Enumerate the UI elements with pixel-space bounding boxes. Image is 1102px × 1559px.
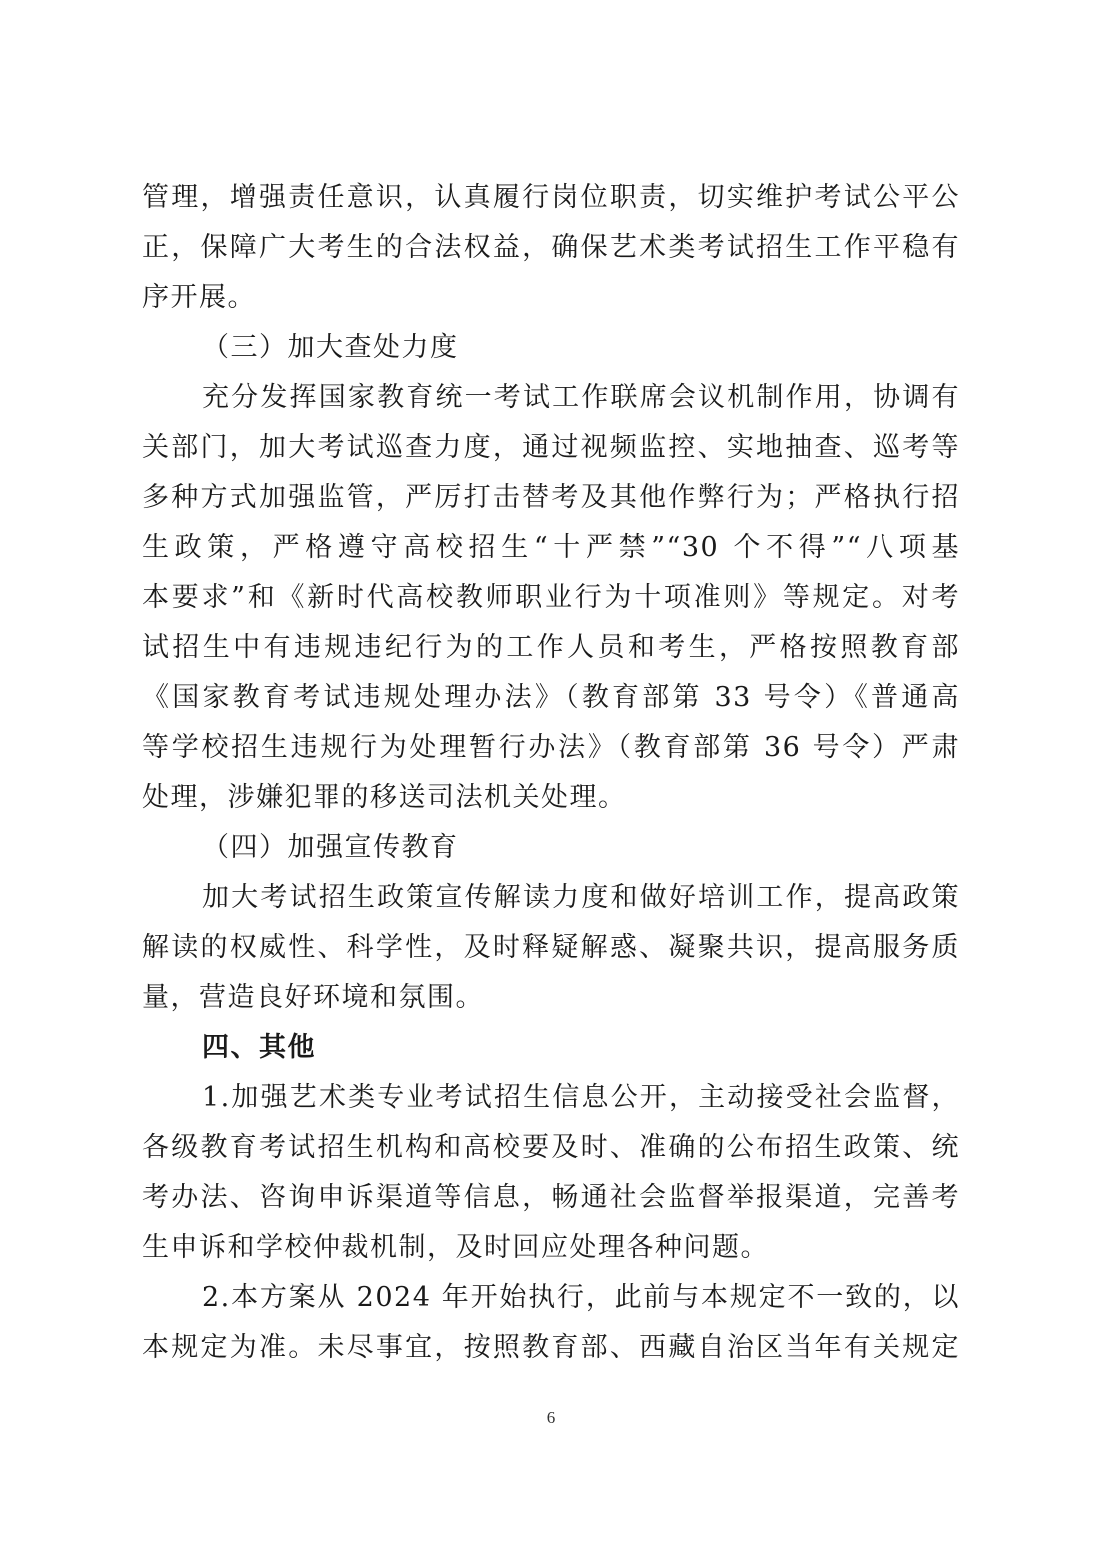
section-subheading: （四）加强宣传教育: [202, 832, 459, 863]
body-text-line: 1.加强艺术类专业考试招生信息公开，主动接受社会监督，: [202, 1082, 960, 1113]
body-text-line: 解读的权威性、科学性，及时释疑解惑、凝聚共识，提高服务质: [142, 932, 960, 963]
body-text-line: 试招生中有违规违纪行为的工作人员和考生，严格按照教育部: [142, 632, 960, 663]
body-text-line: 本要求”和《新时代高校教师职业行为十项准则》等规定。对考: [142, 582, 960, 613]
body-text-line: 生政策，严格遵守高校招生“十严禁”“30 个不得”“八项基: [142, 532, 960, 563]
body-text-line: 管理，增强责任意识，认真履行岗位职责，切实维护考试公平公: [142, 182, 960, 213]
body-text-line: 充分发挥国家教育统一考试工作联席会议机制作用，协调有: [202, 382, 960, 413]
section-heading: 四、其他: [202, 1032, 316, 1063]
body-text-line: 本规定为准。未尽事宜，按照教育部、西藏自治区当年有关规定: [142, 1332, 960, 1363]
body-text-line: 关部门，加大考试巡查力度，通过视频监控、实地抽查、巡考等: [142, 432, 960, 463]
body-text-line: 处理，涉嫌犯罪的移送司法机关处理。: [142, 782, 627, 813]
section-subheading: （三）加大查处力度: [202, 332, 459, 363]
body-text-line: 生申诉和学校仲裁机制，及时回应处理各种问题。: [142, 1232, 769, 1263]
body-text-line: 2.本方案从 2024 年开始执行，此前与本规定不一致的，以: [202, 1282, 960, 1313]
body-text-line: 考办法、咨询申诉渠道等信息，畅通社会监督举报渠道，完善考: [142, 1182, 960, 1213]
body-text-line: 正，保障广大考生的合法权益，确保艺术类考试招生工作平稳有: [142, 232, 960, 263]
body-text-line: 等学校招生违规行为处理暂行办法》（教育部第 36 号令）严肃: [142, 732, 960, 763]
body-text-line: 多种方式加强监管，严厉打击替考及其他作弊行为；严格执行招: [142, 482, 960, 513]
body-text-line: 各级教育考试招生机构和高校要及时、准确的公布招生政策、统: [142, 1132, 960, 1163]
body-text-line: 量，营造良好环境和氛围。: [142, 982, 484, 1013]
body-text-line: 《国家教育考试违规处理办法》（教育部第 33 号令）《普通高: [142, 682, 960, 713]
body-text-line: 序开展。: [142, 282, 256, 313]
page-number: 6: [546, 1408, 556, 1427]
body-text-line: 加大考试招生政策宣传解读力度和做好培训工作，提高政策: [202, 882, 960, 913]
